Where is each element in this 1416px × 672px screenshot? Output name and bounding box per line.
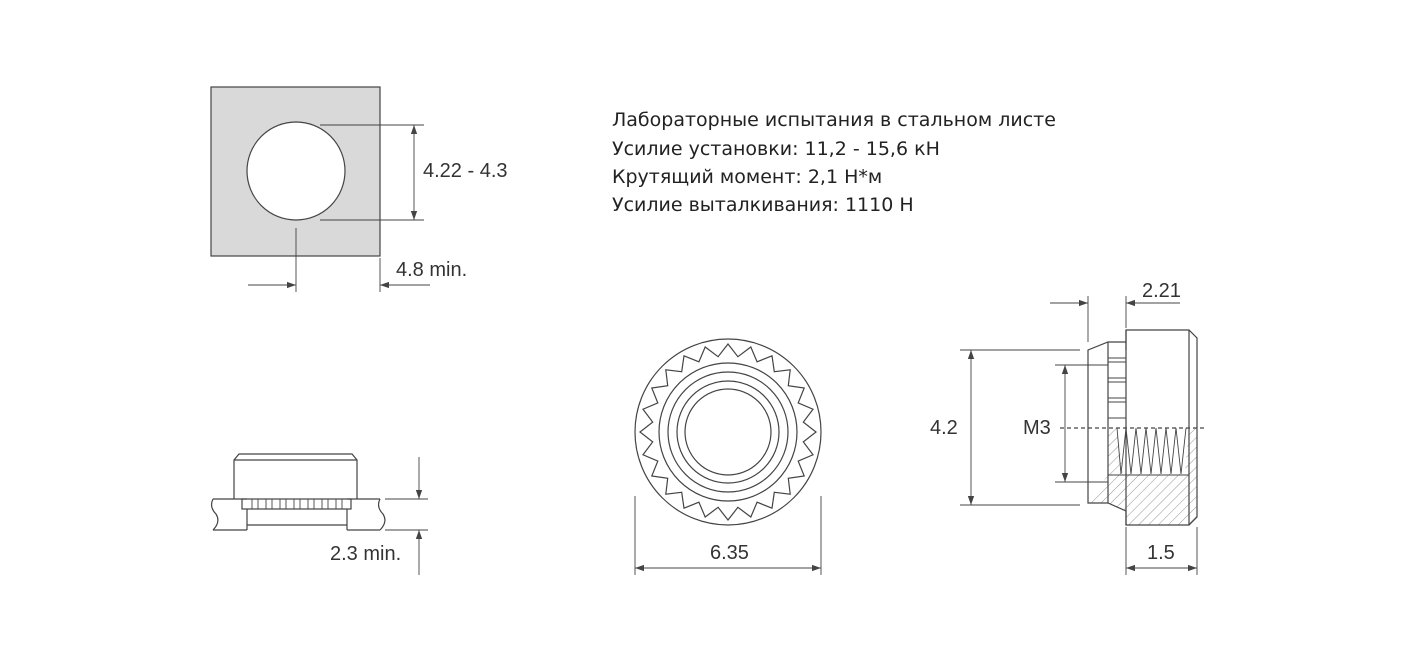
shank-length-label: 2.21: [1142, 280, 1181, 302]
section-hatch: [1088, 428, 1197, 525]
body-diameter-label: 4.2: [930, 417, 958, 439]
thread-profile: [1117, 428, 1186, 474]
spec-title: Лабораторные испытания в стальном листе: [612, 109, 1056, 131]
nut-head-side: [234, 454, 357, 499]
outer-circle: [635, 339, 821, 525]
installed-side-view: [212, 454, 428, 575]
head-height-label: 1.5: [1147, 542, 1175, 564]
test-specs: [612, 109, 1056, 216]
spec-pushout-force: Усилие выталкивания: 1110 Н: [612, 194, 914, 216]
sheet-thickness-label: 2.3 min.: [330, 543, 402, 565]
spec-torque: Крутящий момент: 2,1 Н*м: [612, 166, 883, 188]
hole-plan-view: [211, 87, 508, 292]
outer-diameter-label: 6.35: [710, 542, 749, 564]
knurl-teeth: [640, 344, 816, 520]
spec-install-force: Усилие установки: 11,2 - 15,6 кН: [612, 138, 940, 160]
nut-top-view: [635, 339, 821, 575]
thread-label: M3: [1023, 417, 1051, 439]
nut-section-view: [930, 280, 1207, 575]
edge-distance-label: 4.8 min.: [396, 259, 468, 281]
thread-bore: [685, 389, 771, 475]
hole-diameter-label: 4.22 - 4.3: [423, 160, 508, 182]
mounting-hole: [247, 122, 345, 220]
